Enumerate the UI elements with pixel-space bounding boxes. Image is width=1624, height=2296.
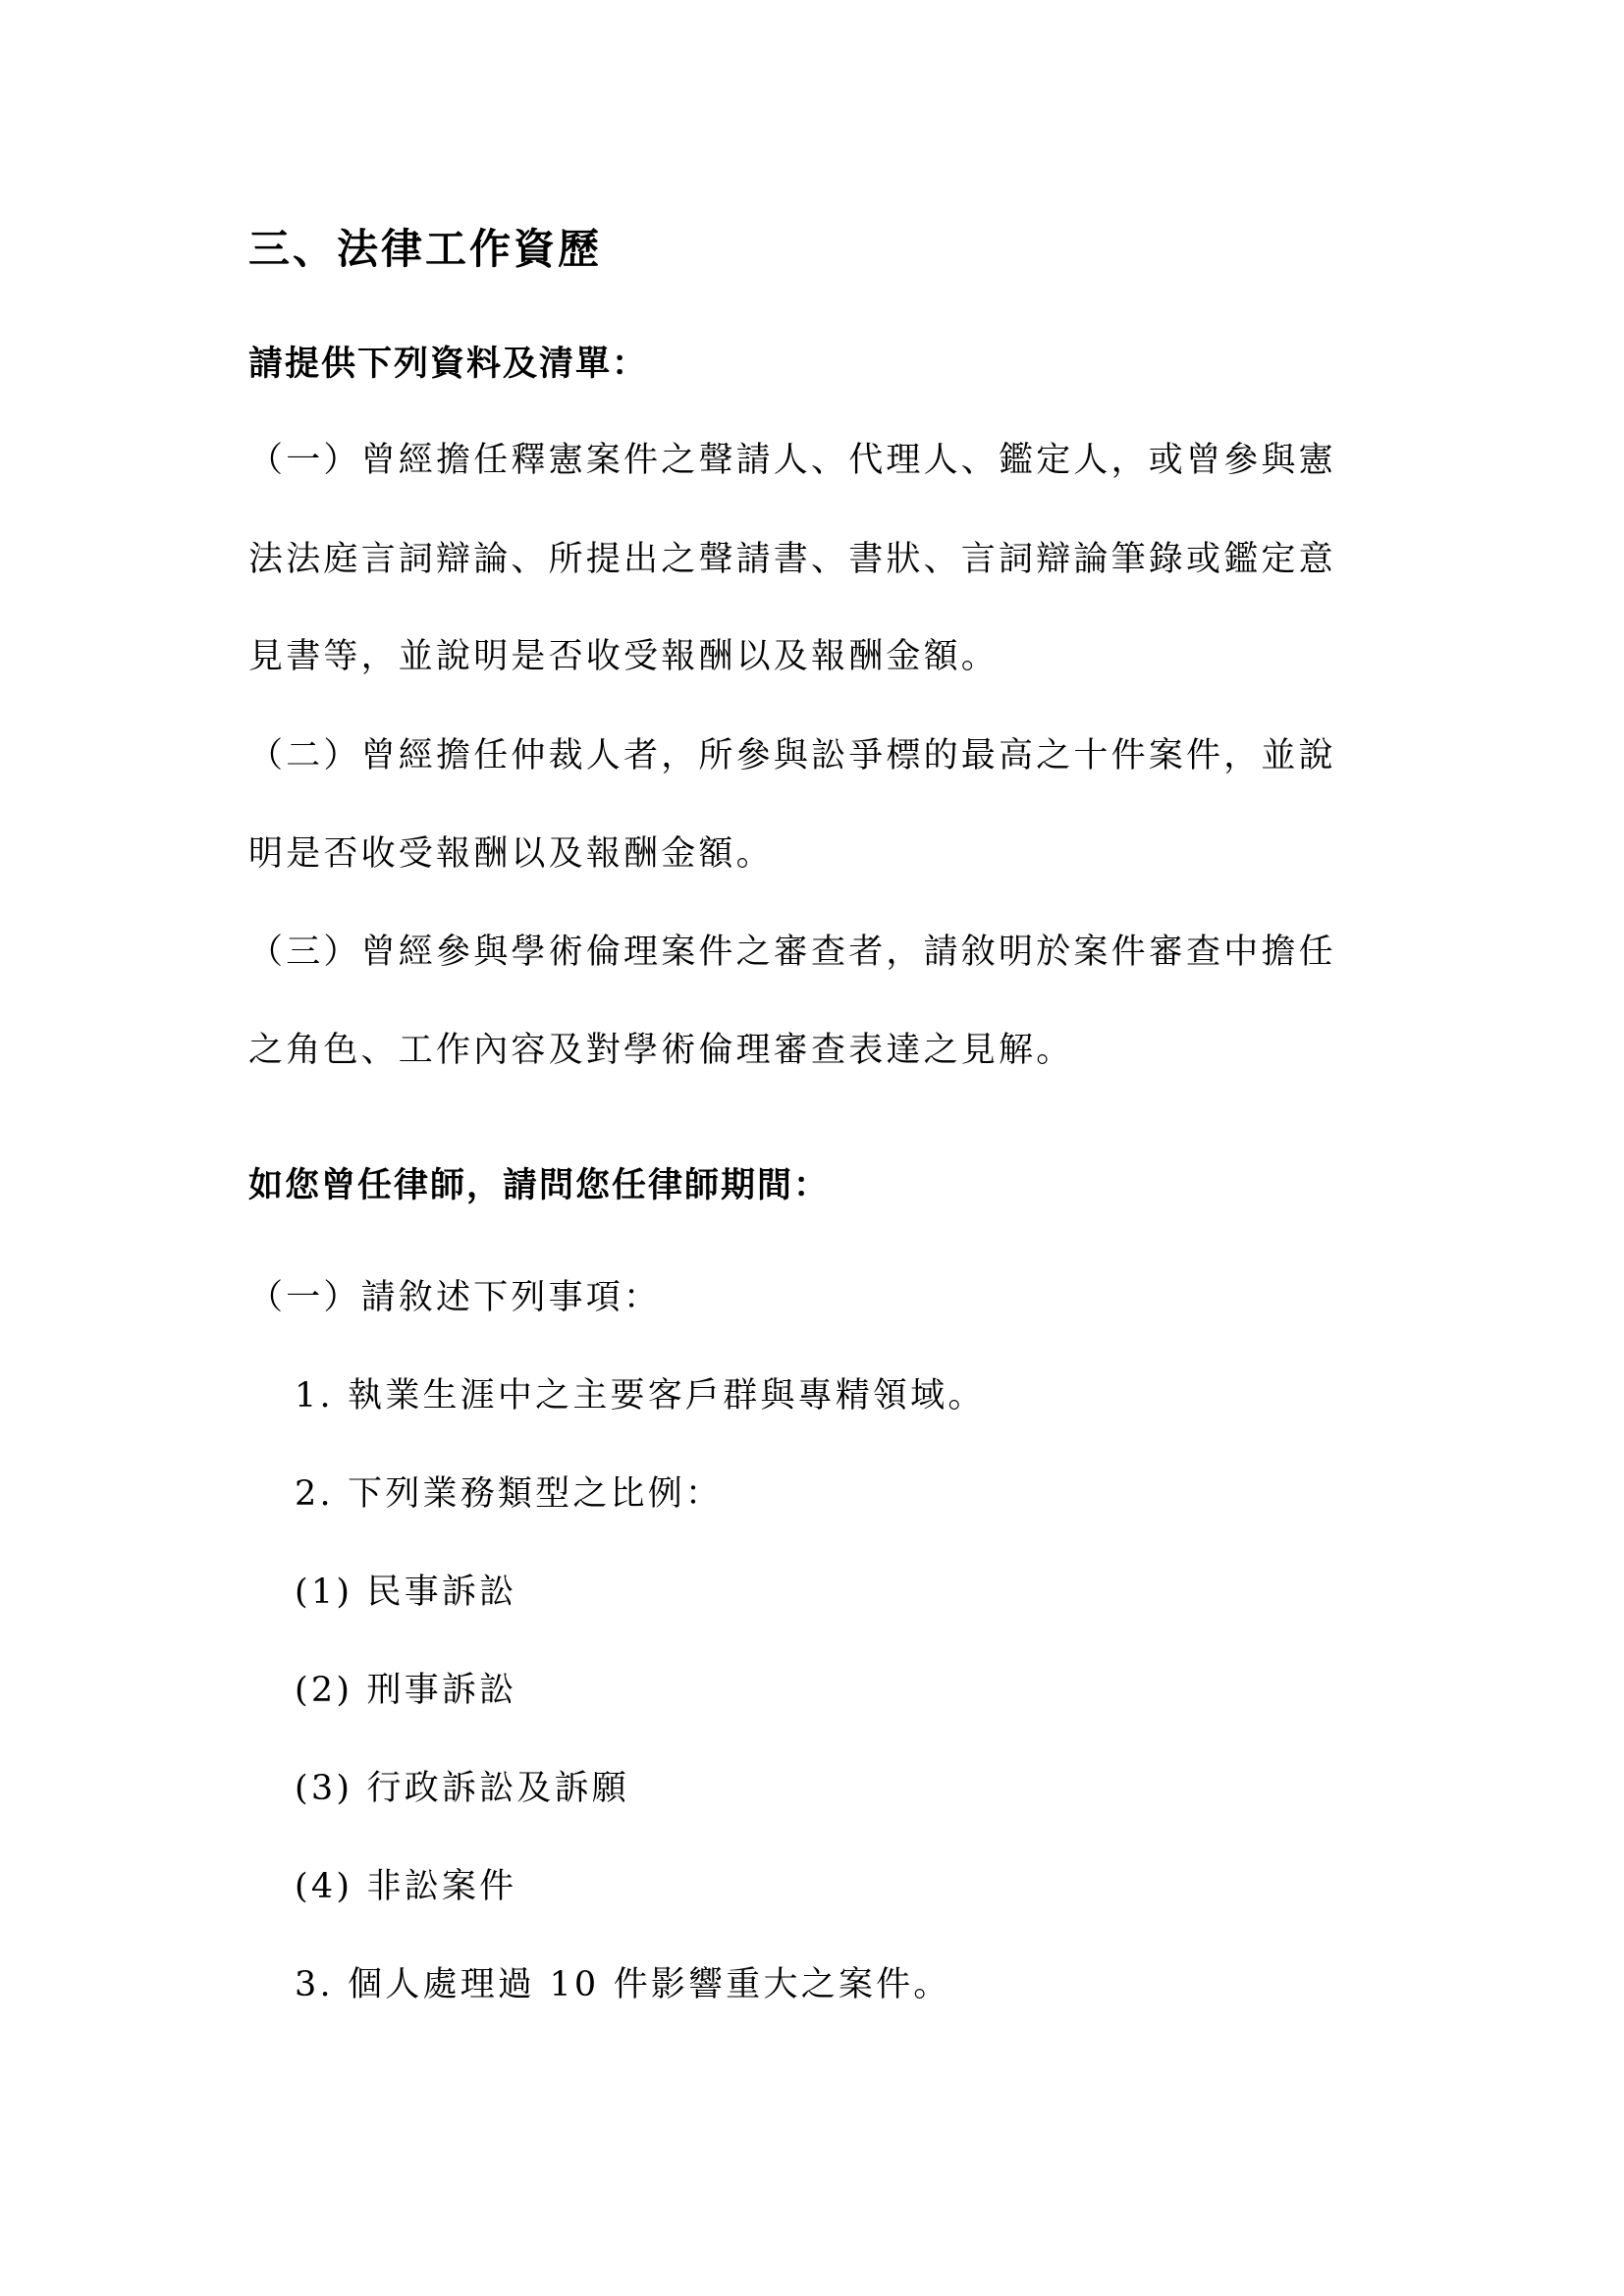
- item-1-line-1: （一）曾經擔任釋憲案件之聲請人、代理人、鑑定人，或曾參與憲: [248, 441, 1336, 480]
- item-3-line-1: （三）曾經參與學術倫理案件之審查者，請敘明於案件審查中擔任: [248, 933, 1336, 972]
- request-heading: 請提供下列資料及清單：: [248, 344, 649, 384]
- business-type-2: (2) 刑事訴訟: [295, 1671, 517, 1710]
- item-2-line-1: （二）曾經擔任仲裁人者，所參與訟爭標的最高之十件案件，並說: [248, 736, 1336, 775]
- item-2-line-2: 明是否收受報酬以及報酬金額。: [248, 834, 774, 874]
- business-type-1: (1) 民事訴訟: [295, 1573, 517, 1612]
- lawyer-subitem-2: 2. 下列業務類型之比例：: [295, 1474, 724, 1514]
- lawyer-heading: 如您曾任律師，請問您任律師期間：: [248, 1165, 831, 1205]
- lawyer-subitem-3: 3. 個人處理過 10 件影響重大之案件。: [295, 1965, 951, 2004]
- business-type-3: (3) 行政訴訟及訴願: [295, 1769, 629, 1808]
- business-type-4: (4) 非訟案件: [295, 1867, 517, 1906]
- item-3-line-2: 之角色、工作內容及對學術倫理審查表達之見解。: [248, 1031, 1074, 1070]
- section-title: 三、法律工作資歷: [248, 225, 603, 273]
- lawyer-item-intro: （一）請敘述下列事項：: [248, 1278, 662, 1317]
- lawyer-subitem-1: 1. 執業生涯中之主要客戶群與專精領域。: [295, 1376, 986, 1415]
- item-1-line-3: 見書等，並說明是否收受報酬以及報酬金額。: [248, 637, 1000, 676]
- item-1-line-2: 法法庭言詞辯論、所提出之聲請書、書狀、言詞辯論筆錄或鑑定意: [248, 540, 1336, 579]
